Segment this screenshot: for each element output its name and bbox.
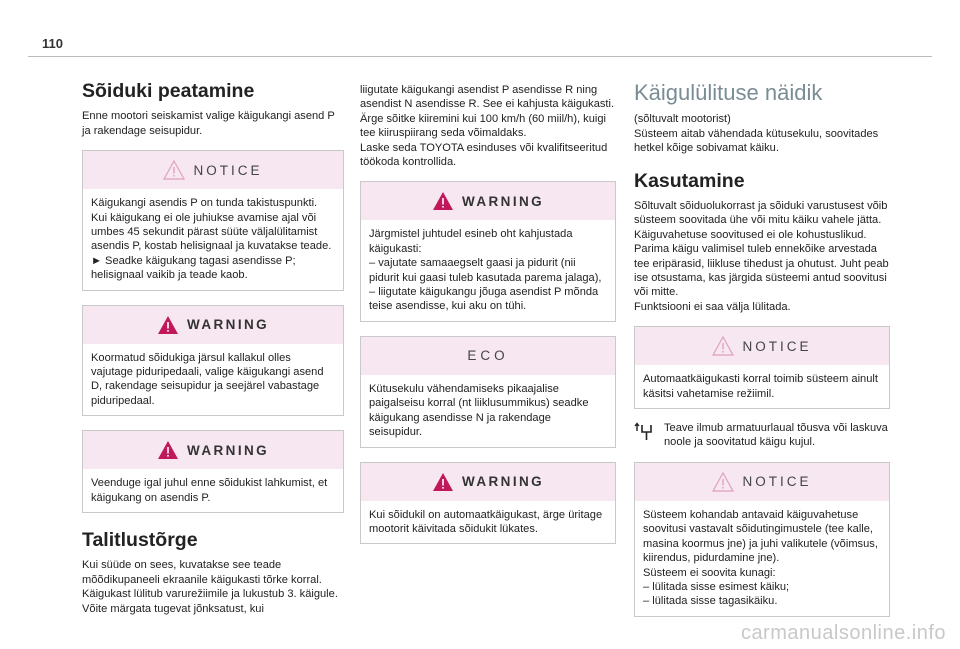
warning-text: Kui sõidukil on automaatkäigukast, ärge üritage mootorit käivitada sõidukit lükates. xyxy=(369,508,603,535)
warning-text: Koormatud sõidukiga järsul kallakul olles vajutage piduripedaali, valige käigukangi asend D, rakendage seisupidur ja seejärel vabastage piduripedaal. xyxy=(91,351,324,407)
eco-label: ECO xyxy=(467,348,509,364)
notice-label: NOTICE xyxy=(193,162,263,178)
column-2 xyxy=(360,83,616,544)
paragraph: Ärge sõitke kiiremini kui 100 km/h (60 miil/h), kuigi tee kiiruspiirang seda võimaldaks. xyxy=(360,112,606,140)
notice-box xyxy=(82,150,344,290)
warning-triangle-icon xyxy=(157,315,179,335)
notice-text-item: – lülitada sisse esimest käiku; xyxy=(643,580,790,593)
eco-text: Kütusekulu vähendamiseks pikaajalise paigalseisu korral (nt liiklusummikus) seadke käigukang asendisse N ja rakendage seisupidur. xyxy=(369,382,589,439)
gear-shift-info-text: Teave ilmub armatuurlaual tõusva või laskuva noole ja soovitatud käigu kujul. xyxy=(664,422,888,449)
warning-label: WARNING xyxy=(461,474,545,489)
warning-triangle-icon xyxy=(432,191,454,211)
notice-text: Käigukangi asendis P on tunda takistuspunkti. Kui käigukang ei ole juhiukse avamise ajal või umbes 45 sekundit pärast süüte väljalülitamist asendis P, kostab helisignaal ja kuvatakse teade. xyxy=(91,197,332,253)
eco-box xyxy=(360,336,616,448)
gear-shift-indicator-icon xyxy=(634,422,656,442)
notice-triangle-icon xyxy=(712,336,734,356)
warning-text-item: – liigutate käigukangu jõuga asendist P mõnda teise asendisse, kui aku on tühi. xyxy=(369,286,599,313)
paragraph: Funktsiooni ei saa välja lülitada. xyxy=(634,300,791,313)
paragraph: liigutate käigukangi asendist P asendisse R ning asendist N asendisse R. See ei kahjusta käigukasti. xyxy=(360,84,615,111)
warning-box xyxy=(82,430,344,513)
notice-text: Süsteem ei soovita kunagi: xyxy=(643,566,776,579)
stopping-intro: Enne mootori seiskamist valige käigukangi asend P ja rakendage seisupidur. xyxy=(82,110,335,137)
watermark: carmanualsonline.info xyxy=(740,622,946,644)
subtitle: (sõltuvalt mootorist) xyxy=(634,113,731,126)
column-3 xyxy=(634,80,890,617)
paragraph: Laske seda TOYOTA esinduses või kvalifitseeritud töökoda kontrollida. xyxy=(360,141,608,169)
warning-box xyxy=(82,305,344,417)
section-title-malfunction: Talitlustõrge xyxy=(82,529,198,552)
gear-indicator-intro: Süsteem aitab vähendada kütusekulu, soovitades hetkel kõige sobivamat käiku. xyxy=(634,127,879,155)
section-title-usage: Kasutamine xyxy=(634,169,745,192)
notice-triangle-icon xyxy=(163,160,185,180)
warning-text: Veenduge igal juhul enne sõidukist lahkumist, et käigukang on asendis P. xyxy=(91,477,328,504)
page-number: 110 xyxy=(42,36,63,51)
notice-text-item: – lülitada sisse tagasikäiku. xyxy=(643,595,778,608)
warning-box xyxy=(360,181,616,321)
warning-triangle-icon xyxy=(432,472,454,492)
notice-text: Süsteem kohandab antavaid käiguvahetuse soovitusi vastavalt sõidutingimustele (tee kalle, masina koormus jne) ja juhi valikutele (võimsus, kiirendus, pidurdamine jne). xyxy=(643,508,878,565)
notice-text: Automaatkäigukasti korral toimib süsteem ainult käsitsi vahetamise režiimil. xyxy=(643,373,878,400)
warning-triangle-icon xyxy=(157,440,179,460)
gear-shift-info xyxy=(634,421,890,450)
malfunction-text: Kui süüde on sees, kuvatakse see teade mõõdikupaneeli ekraanile käigukasti tõrke korral. Käigukast lülitub varurežiimile ja lukustub 3. käigule. Võite märgata tugevat jõnksatust, kui xyxy=(82,559,338,615)
warning-label: WARNING xyxy=(461,193,545,209)
warning-text: Järgmistel juhtudel esineb oht kahjustada käigukasti: xyxy=(369,228,573,255)
notice-label: NOTICE xyxy=(742,338,812,354)
warning-text-item: – vajutate samaaegselt gaasi ja pidurit (nii pidurit kui gaasi tuleb kasutada parema jalaga), xyxy=(369,257,602,284)
paragraph: Sõltuvalt sõiduolukorrast ja sõiduki varustusest võib süsteem soovitada ühe või mitu käiku vahele jätta. xyxy=(634,200,888,227)
warning-label: WARNING xyxy=(186,442,270,458)
warning-box xyxy=(360,462,616,545)
notice-label: NOTICE xyxy=(742,474,812,490)
column-1 xyxy=(82,80,344,616)
section-title-stopping: Sõiduki peatamine xyxy=(82,80,255,102)
notice-text-step: ► Seadke käigukang tagasi asendisse P; helisignaal vaikib ja teade kaob. xyxy=(91,254,296,282)
header-rule xyxy=(28,56,932,57)
notice-triangle-icon xyxy=(712,472,734,492)
notice-box xyxy=(634,462,890,617)
section-title-gear-indicator: Käigulülituse näidik xyxy=(634,80,823,105)
paragraph: Käiguvahetuse soovitused ei ole kohustuslikud. Parima käigu valimisel tuleb ennekõike arvestada tee eripärasid, liikluse tihedust ja ohutust. Juht peab ise otsustama, kas järgida süsteemi antud soovitusi või mitte. xyxy=(634,228,889,299)
warning-label: WARNING xyxy=(186,317,270,333)
notice-box xyxy=(634,326,890,409)
